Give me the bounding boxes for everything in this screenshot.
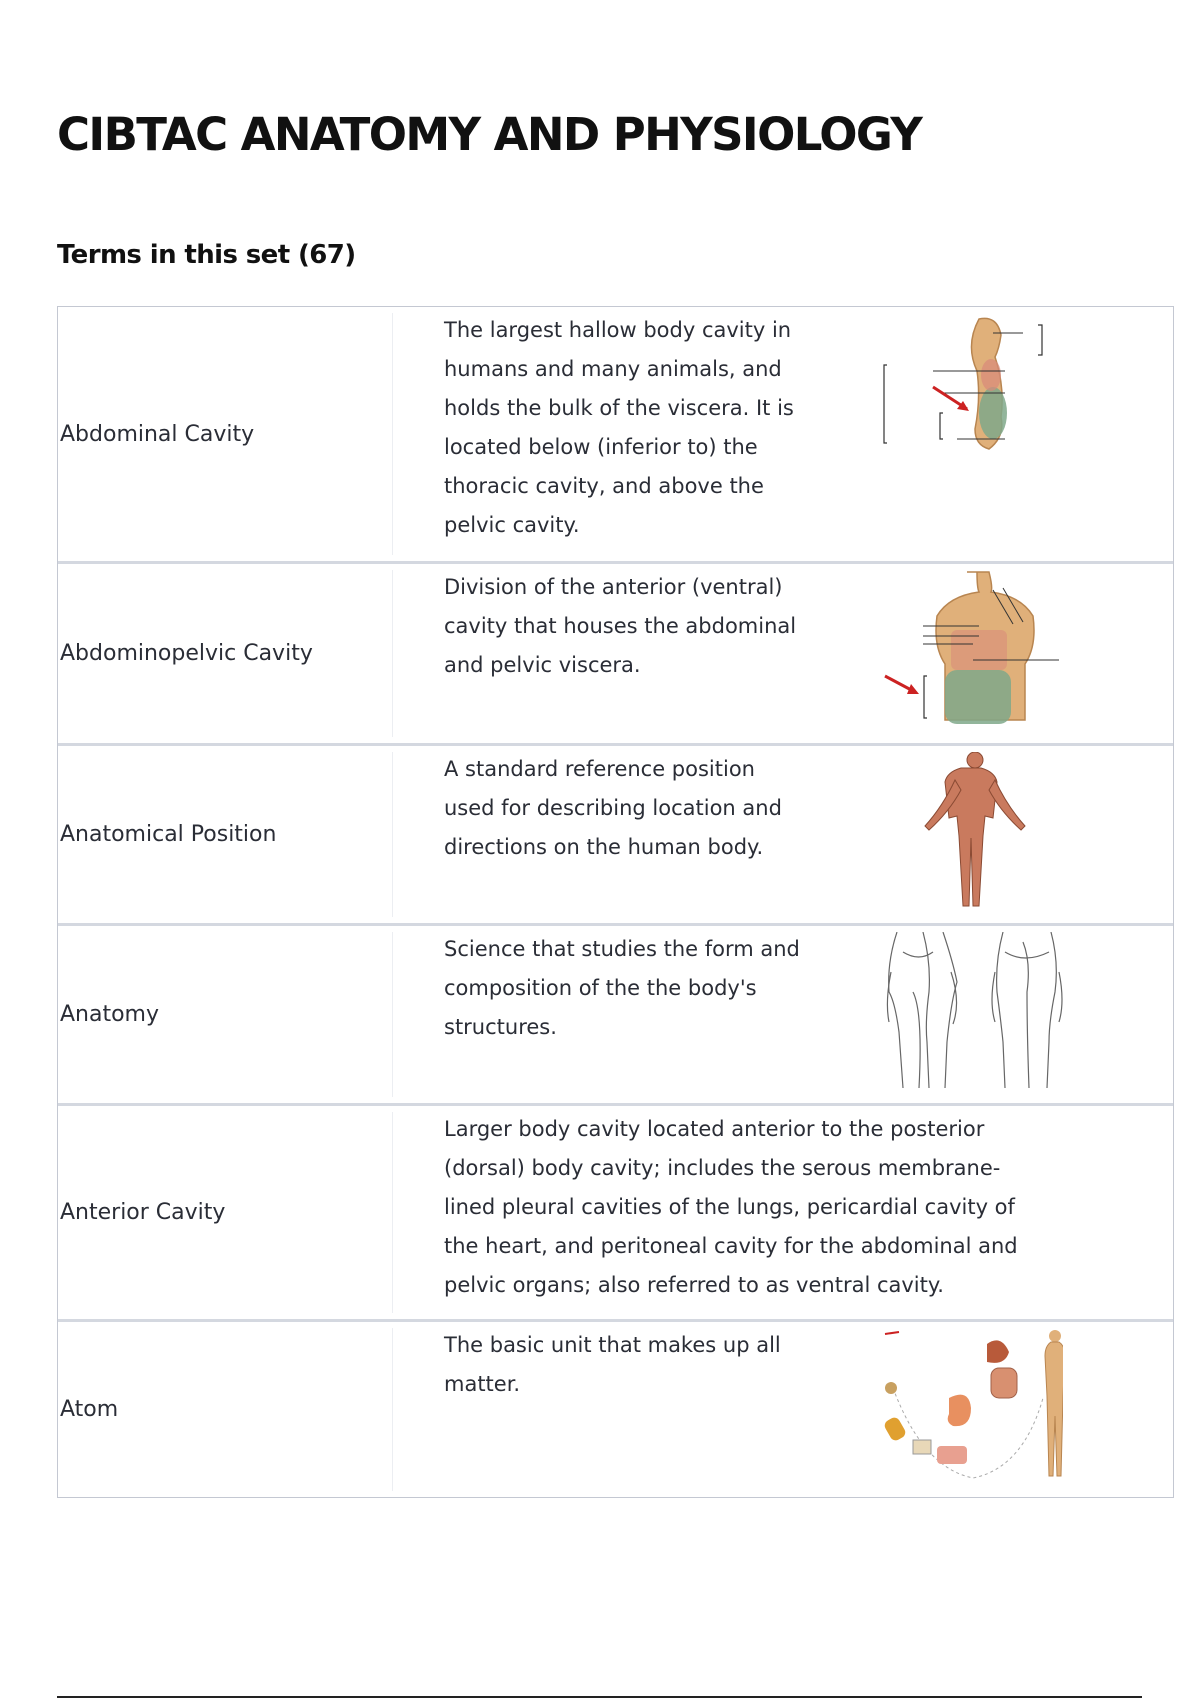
term-label: Anatomy <box>60 1002 160 1027</box>
definition-line: pelvic organs; also referred to as ventral cavity. <box>444 1273 944 1297</box>
terms-count-heading: Terms in this set (67) <box>57 240 356 270</box>
term-definition <box>444 568 796 685</box>
term-definition <box>444 1110 1018 1305</box>
torso-front-view-image <box>883 570 1063 730</box>
term-definition <box>444 1326 781 1404</box>
term-row-atom <box>58 1319 1173 1497</box>
column-divider <box>392 932 393 1097</box>
term-row-anterior-cavity <box>58 1103 1173 1319</box>
definition-line: The largest hallow body cavity in <box>444 318 792 342</box>
definition-line: holds the bulk of the viscera. It is <box>444 396 794 420</box>
definition-line: The basic unit that makes up all <box>444 1333 781 1357</box>
definition-line: humans and many animals, and <box>444 357 782 381</box>
definition-line: Science that studies the form and <box>444 937 800 961</box>
page-title: CIBTAC ANATOMY AND PHYSIOLOGY <box>57 108 922 161</box>
definition-line: composition of the the body's <box>444 976 757 1000</box>
term-definition <box>444 750 782 867</box>
definition-line: the heart, and peritoneal cavity for the abdominal and <box>444 1234 1018 1258</box>
definition-line: pelvic cavity. <box>444 513 580 537</box>
definition-line: thoracic cavity, and above the <box>444 474 764 498</box>
term-row-abdominal-cavity <box>58 307 1173 561</box>
term-label: Abdominal Cavity <box>60 421 255 447</box>
definition-line: Division of the anterior (ventral) <box>444 575 783 599</box>
body-sketch-image <box>883 932 1063 1092</box>
term-label: Anterior Cavity <box>60 1200 226 1225</box>
definition-line: A standard reference position <box>444 757 755 781</box>
terms-table <box>57 306 1174 1498</box>
column-divider <box>392 752 393 917</box>
definition-line: and pelvic viscera. <box>444 653 641 677</box>
footer-divider <box>57 1696 1142 1698</box>
definition-line: directions on the human body. <box>444 835 764 859</box>
definition-line: matter. <box>444 1372 521 1396</box>
term-definition <box>444 311 794 545</box>
column-divider <box>392 1328 393 1491</box>
column-divider <box>392 1112 393 1313</box>
term-row-anatomical-position <box>58 743 1173 923</box>
term-label: Anatomical Position <box>60 822 277 847</box>
term-row-abdominopelvic-cavity <box>58 561 1173 743</box>
definition-line: located below (inferior to) the <box>444 435 758 459</box>
definition-line: Larger body cavity located anterior to the posterior <box>444 1117 985 1141</box>
term-label: Abdominopelvic Cavity <box>60 641 313 666</box>
term-definition <box>444 930 800 1047</box>
definition-line: lined pleural cavities of the lungs, pericardial cavity of <box>444 1195 1015 1219</box>
definition-line: (dorsal) body cavity; includes the serous membrane- <box>444 1156 1001 1180</box>
term-row-anatomy <box>58 923 1173 1103</box>
column-divider <box>392 570 393 737</box>
term-label: Atom <box>60 1397 119 1422</box>
definition-line: cavity that houses the abdominal <box>444 614 797 638</box>
definition-line: used for describing location and <box>444 796 782 820</box>
definition-line: structures. <box>444 1015 557 1039</box>
column-divider <box>392 313 393 555</box>
levels-of-organization-image <box>883 1328 1063 1488</box>
torso-side-view-image <box>883 313 1063 473</box>
anatomical-position-image <box>883 752 1063 912</box>
